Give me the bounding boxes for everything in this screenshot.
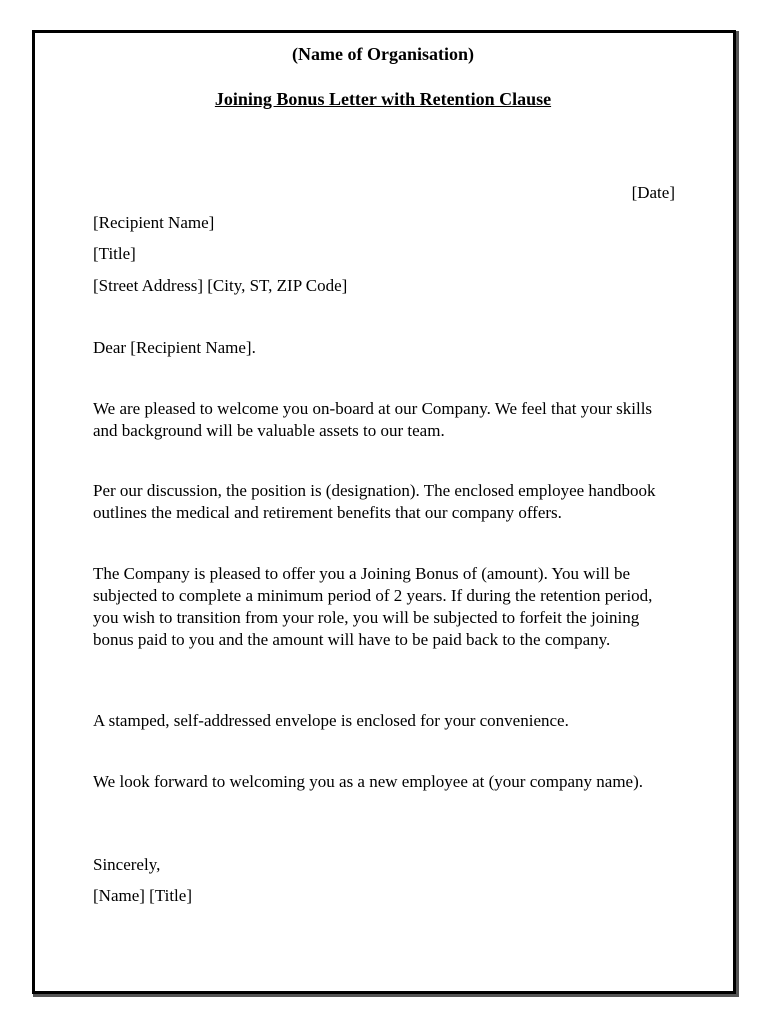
letter-date: [Date] <box>631 183 675 202</box>
recipient-address: [Street Address] [City, ST, ZIP Code] <box>93 276 348 295</box>
salutation: Dear [Recipient Name]. <box>93 338 256 357</box>
recipient-title: [Title] <box>93 244 136 263</box>
paragraph-envelope: A stamped, self-addressed envelope is enclosed for your convenience. <box>93 711 569 730</box>
closing: Sincerely, <box>93 855 161 874</box>
signature: [Name] [Title] <box>93 886 192 905</box>
paragraph-position: Per our discussion, the position is (designation). The enclosed employee handbook outlines the medical and retirement benefits that our company offers. <box>93 481 656 522</box>
paragraph-welcome-closing: We look forward to welcoming you as a new employee at (your company name). <box>93 772 644 791</box>
paragraph-bonus: The Company is pleased to offer you a Joining Bonus of (amount). You will be subjected to complete a minimum period of 2 years. If during the retention period, you wish to transition from your role, you will be subjected to forfeit the joining bonus paid to you and the amount will have to be paid back to the company. <box>93 564 653 649</box>
recipient-name: [Recipient Name] <box>93 213 215 232</box>
document-title: Joining Bonus Letter with Retention Clause <box>214 89 552 109</box>
paragraph-welcome: We are pleased to welcome you on-board at our Company. We feel that your skills and background will be valuable assets to our team. <box>93 399 653 440</box>
organisation-name: (Name of Organisation) <box>292 44 474 64</box>
